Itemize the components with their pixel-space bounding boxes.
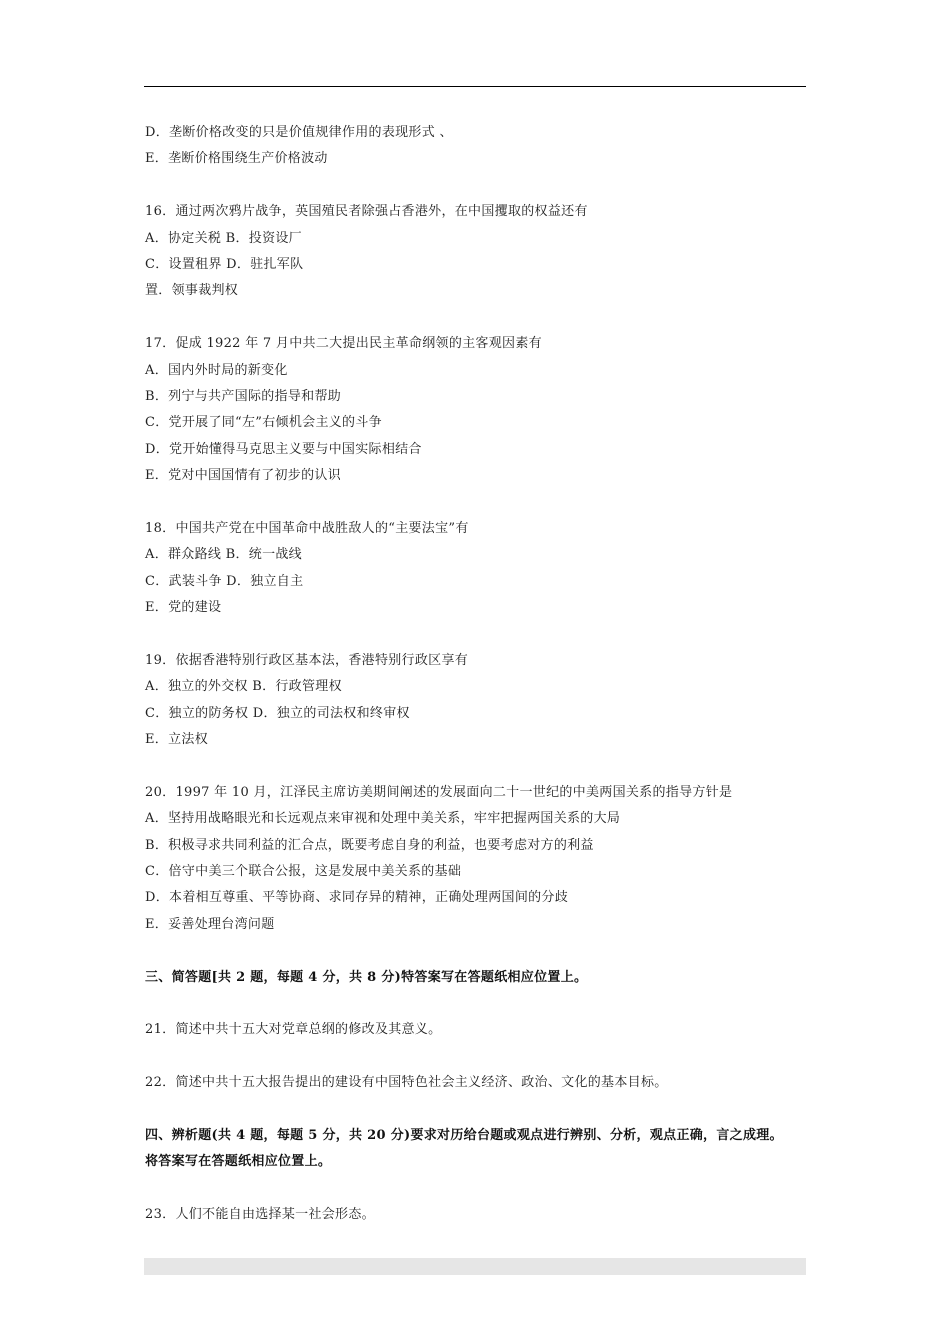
document-body bbox=[145, 120, 807, 1228]
q18-option: E．党的建设 bbox=[145, 600, 222, 616]
top-rule bbox=[144, 86, 806, 87]
spacer bbox=[145, 991, 807, 1017]
spacer bbox=[145, 1096, 807, 1122]
footer-bar bbox=[144, 1258, 806, 1275]
q19-option: A．独立的外交权 B．行政管理权 bbox=[145, 679, 342, 695]
spacer bbox=[145, 753, 807, 779]
q20-option: E．妥善处理台湾问题 bbox=[145, 916, 275, 932]
q17-option: D．党开始懂得马克思主义要与中国实际相结合 bbox=[145, 441, 422, 457]
question-23: 23．人们不能自由选择某一社会形态。 bbox=[145, 1207, 375, 1223]
spacer bbox=[145, 305, 807, 331]
spacer bbox=[145, 621, 807, 647]
spacer bbox=[145, 938, 807, 964]
q20-option: C．倍守中美三个联合公报，这是发展中美关系的基础 bbox=[145, 863, 462, 879]
option-e-q15: E．垄断价格围绕生产价格波动 bbox=[145, 151, 328, 167]
q19-option: C．独立的防务权 D．独立的司法权和终审权 bbox=[145, 705, 410, 721]
spacer bbox=[145, 1176, 807, 1202]
q18-option: C．武装斗争 D．独立自主 bbox=[145, 573, 304, 589]
q17-option: E．党对中国国情有了初步的认识 bbox=[145, 468, 341, 484]
q20-option: B．积极寻求共同利益的汇合点，既要考虑自身的利益，也要考虑对方的利益 bbox=[145, 837, 594, 853]
q17-option: C．党开展了同“左”右倾机会主义的斗争 bbox=[145, 415, 382, 431]
q16-option: A．协定关税 B．投资设厂 bbox=[145, 230, 302, 246]
question-21: 21．简述中共十五大对党章总纲的修改及其意义。 bbox=[145, 1022, 442, 1038]
question-16: 16．通过两次鸦片战争，英国殖民者除强占香港外，在中国攫取的权益还有 bbox=[145, 204, 588, 220]
question-19: 19．依据香港特别行政区基本法，香港特别行政区享有 bbox=[145, 652, 469, 668]
q17-option: A．国内外时局的新变化 bbox=[145, 362, 288, 378]
q19-option: E．立法权 bbox=[145, 731, 208, 747]
q18-option: A．群众路线 B．统一战线 bbox=[145, 547, 302, 563]
spacer bbox=[145, 173, 807, 199]
q20-option: D．本着相互尊重、平等协商、求同存异的精神，正确处理两国间的分歧 bbox=[145, 890, 569, 906]
section-4-heading-cont: 将答案写在答题纸相应位置上。 bbox=[145, 1154, 332, 1170]
section-3-heading: 三、简答题[共 2 题，每题 4 分，共 8 分)特答案写在答题纸相应位置上。 bbox=[145, 969, 588, 985]
question-22: 22．简述中共十五大报告提出的建设有中国特色社会主义经济、政治、文化的基本目标。 bbox=[145, 1075, 668, 1091]
spacer bbox=[145, 1044, 807, 1070]
q20-option: A．坚持用战略眼光和长远观点来审视和处理中美关系，牢牢把握两国关系的大局 bbox=[145, 811, 621, 827]
section-4-heading: 四、辨析题(共 4 题，每题 5 分，共 20 分)要求对历给台题或观点进行辨别、分析，观点正确，言之成理。 bbox=[145, 1127, 783, 1143]
q16-option: 置．领事裁判权 bbox=[145, 283, 239, 299]
q17-option: B．列宁与共产国际的指导和帮助 bbox=[145, 388, 342, 404]
spacer bbox=[145, 489, 807, 515]
question-20: 20．1997 年 10 月，江泽民主席访美期间阐述的发展面向二十一世纪的中美两国关系的指导方针是 bbox=[145, 784, 733, 800]
question-17: 17．促成 1922 年 7 月中共二大提出民主革命纲领的主客观因素有 bbox=[145, 336, 542, 352]
question-18: 18．中国共产党在中国革命中战胜敌人的“主要法宝”有 bbox=[145, 520, 469, 536]
q16-option: C．设置租界 D．驻扎军队 bbox=[145, 256, 304, 272]
option-d-q15: D．垄断价格改变的只是价值规律作用的表现形式 、 bbox=[145, 125, 453, 140]
